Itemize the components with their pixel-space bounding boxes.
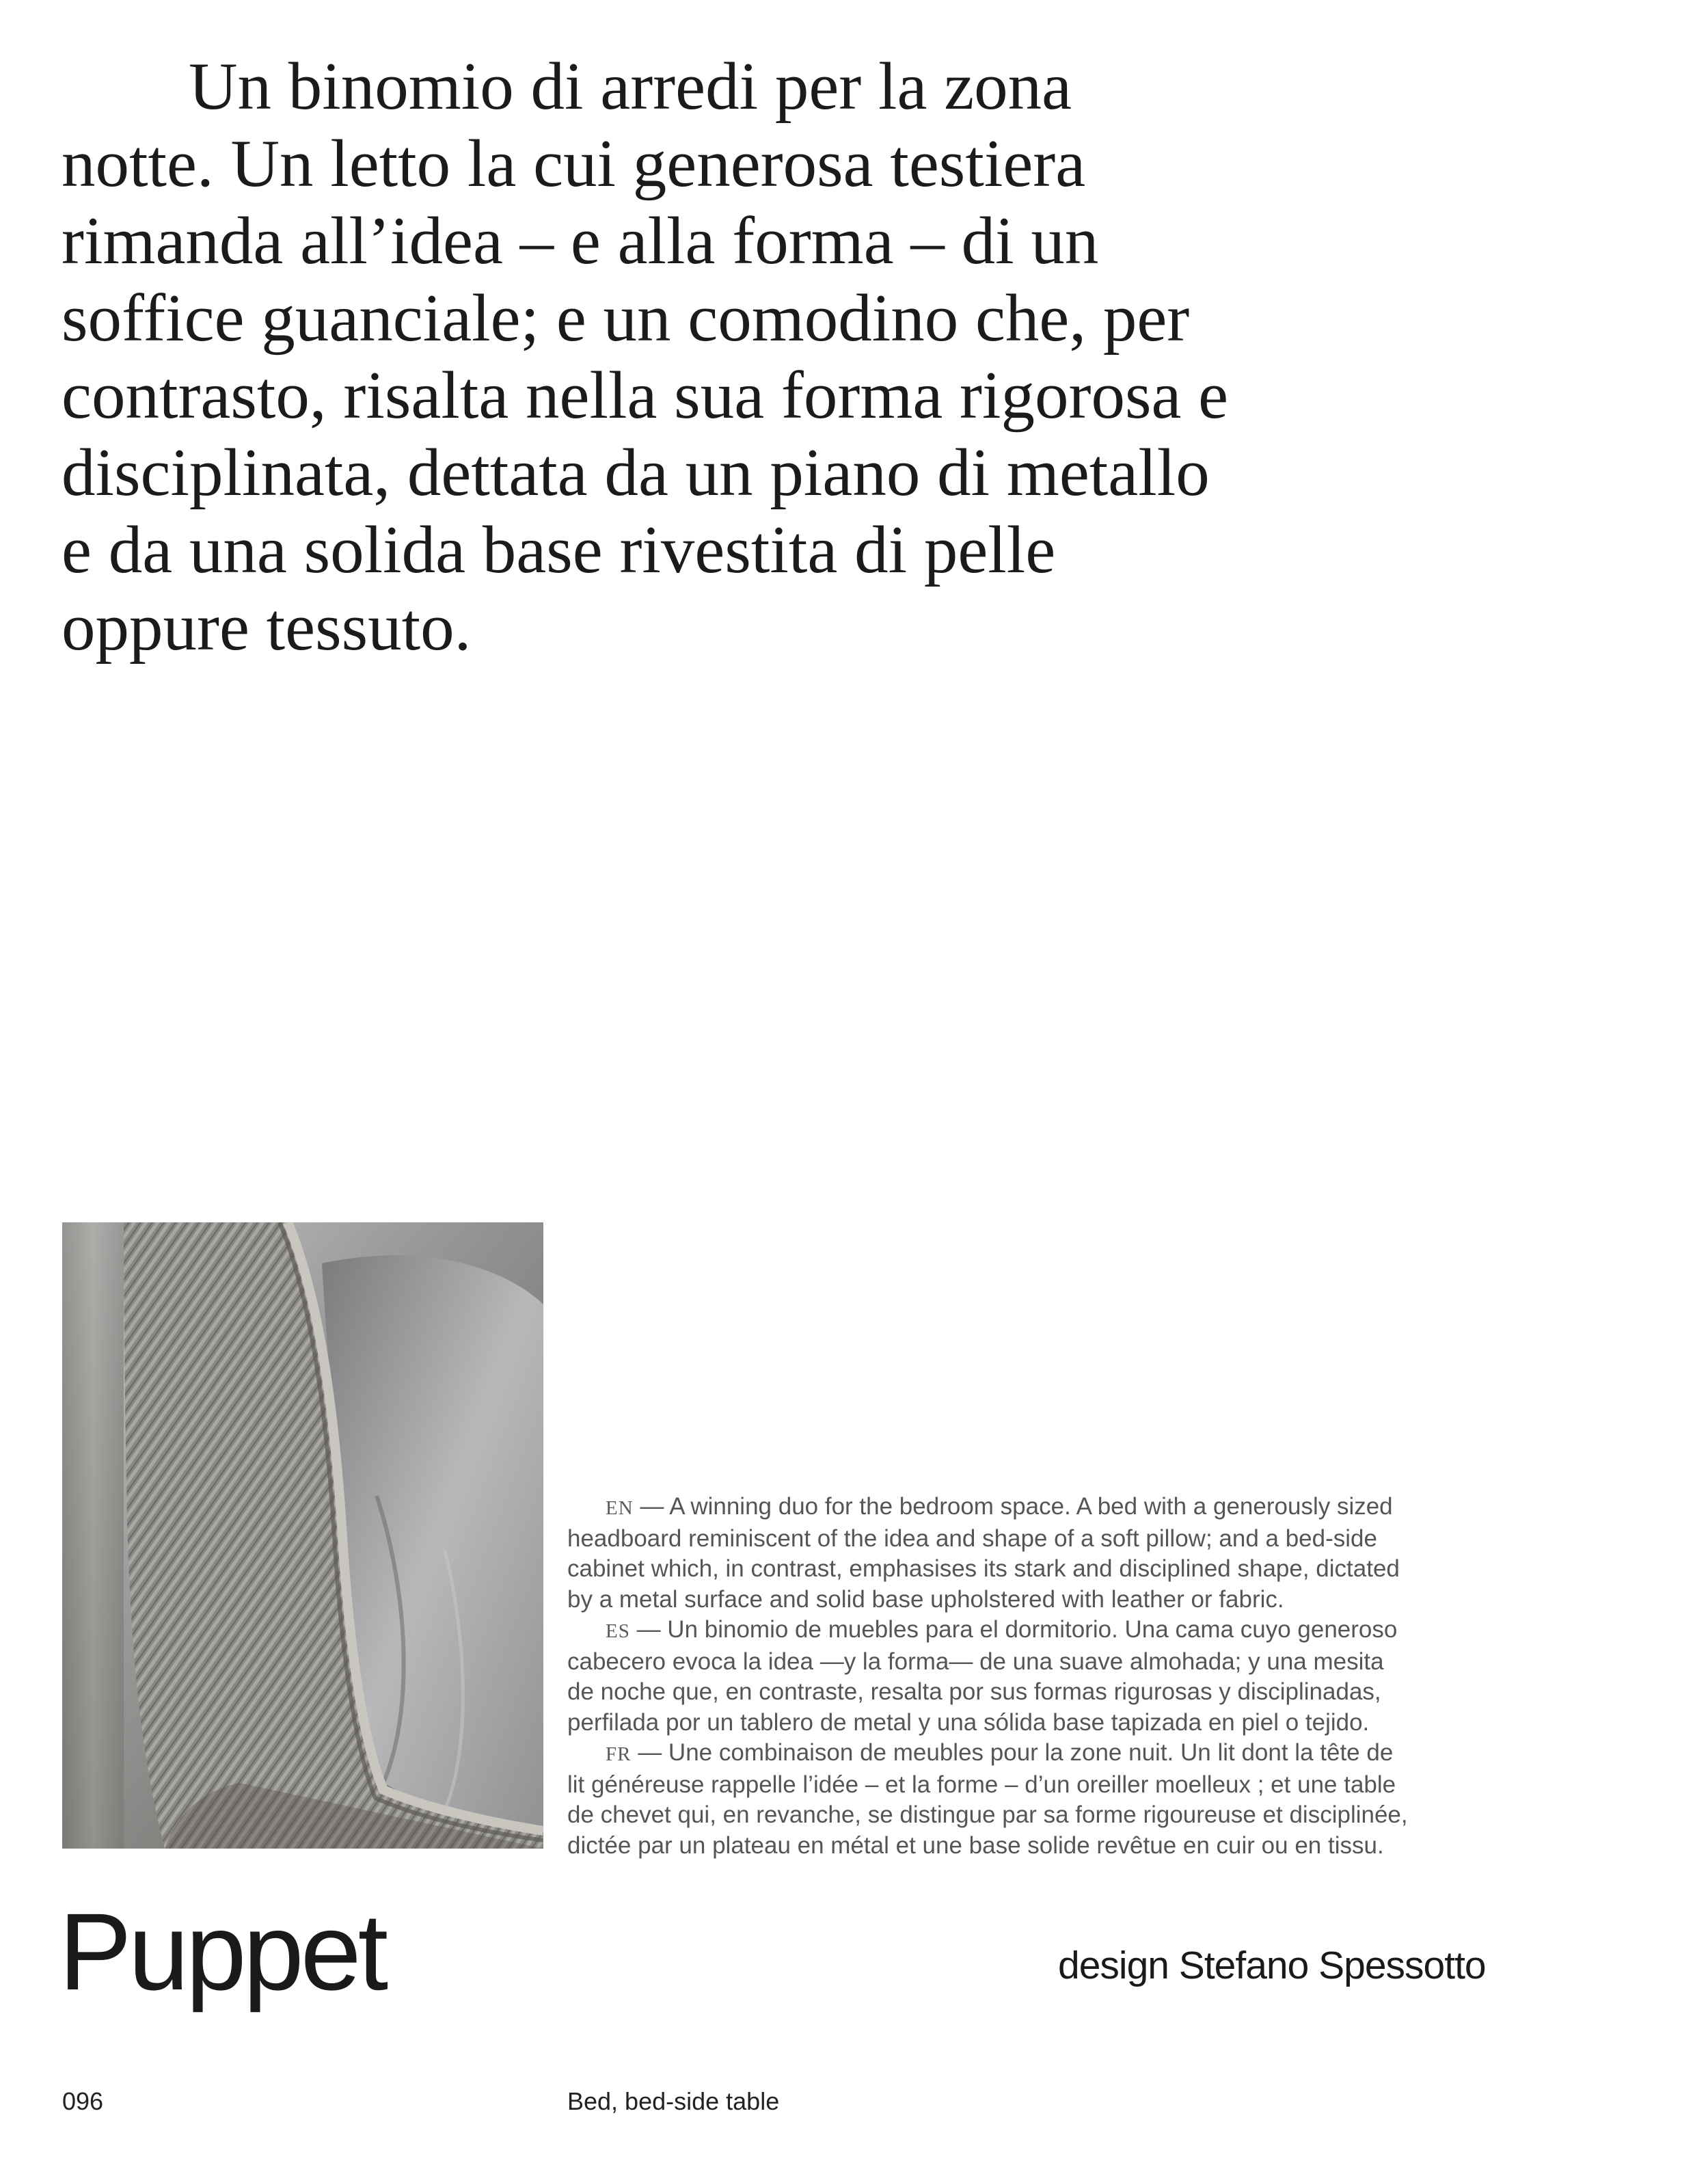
translation-line: EN — A winning duo for the bedroom space. A bed with a generously sized — [606, 1493, 1393, 1520]
intro-paragraph — [62, 48, 1634, 666]
translation-en — [567, 1492, 1558, 1615]
intro-line: oppure tessuto. — [62, 590, 472, 665]
translations-block — [567, 1492, 1558, 1861]
intro-line: notte. Un letto la cui generosa testiera — [62, 126, 1086, 201]
page-number: 096 — [62, 2087, 104, 2115]
translation-line: de noche que, en contraste, resalta por sus formas rigurosas y disciplinadas, — [567, 1678, 1381, 1705]
product-name: Puppet — [59, 1890, 385, 2013]
translation-line: cabecero evoca la idea —y la forma— de una suave almohada; y una mesita — [567, 1648, 1384, 1675]
intro-line: soffice guanciale; e un comodino che, per — [62, 281, 1190, 355]
intro-line: rimanda all’idea – e alla forma – di un — [62, 204, 1099, 278]
translation-es — [567, 1615, 1558, 1738]
translation-line: headboard reminiscent of the idea and shape of a soft pillow; and a bed-side — [567, 1525, 1377, 1552]
language-code-en: EN — [606, 1497, 634, 1519]
intro-line: Un binomio di arredi per la zona — [189, 49, 1072, 124]
translation-line: lit généreuse rappelle l’idée – et la forme – d’un oreiller moelleux ; et une table — [567, 1771, 1396, 1798]
translation-line: dictée par un plateau en métal et une base solide revêtue en cuir ou en tissu. — [567, 1831, 1384, 1859]
translation-line: ES — Un binomio de muebles para el dormitorio. Una cama cuyo generoso — [606, 1616, 1398, 1643]
headboard-photo-illustration — [62, 1222, 543, 1849]
translation-line: FR — Une combinaison de meubles pour la zone nuit. Un lit dont la tête de — [606, 1739, 1394, 1766]
product-category: Bed, bed-side table — [567, 2087, 780, 2115]
translation-line: perfilada por un tablero de metal y una sólida base tapizada en piel o tejido. — [567, 1708, 1370, 1736]
intro-line: e da una solida base rivestita di pelle — [62, 513, 1056, 587]
language-code-fr: FR — [606, 1743, 632, 1765]
translation-line: de chevet qui, en revanche, se distingue par sa forme rigoureuse et disciplinée, — [567, 1801, 1408, 1828]
product-photo-headboard — [62, 1222, 543, 1849]
language-code-es: ES — [606, 1620, 630, 1642]
designer-credit: design Stefano Spessotto — [1058, 1944, 1486, 1987]
translation-line: cabinet which, in contrast, emphasises its stark and disciplined shape, dictated — [567, 1555, 1400, 1582]
translation-fr — [567, 1738, 1558, 1861]
intro-line: contrasto, risalta nella sua forma rigorosa e — [62, 358, 1229, 433]
translation-line: by a metal surface and solid base upholstered with leather or fabric. — [567, 1585, 1284, 1613]
intro-line: disciplinata, dettata da un piano di metallo — [62, 435, 1210, 510]
